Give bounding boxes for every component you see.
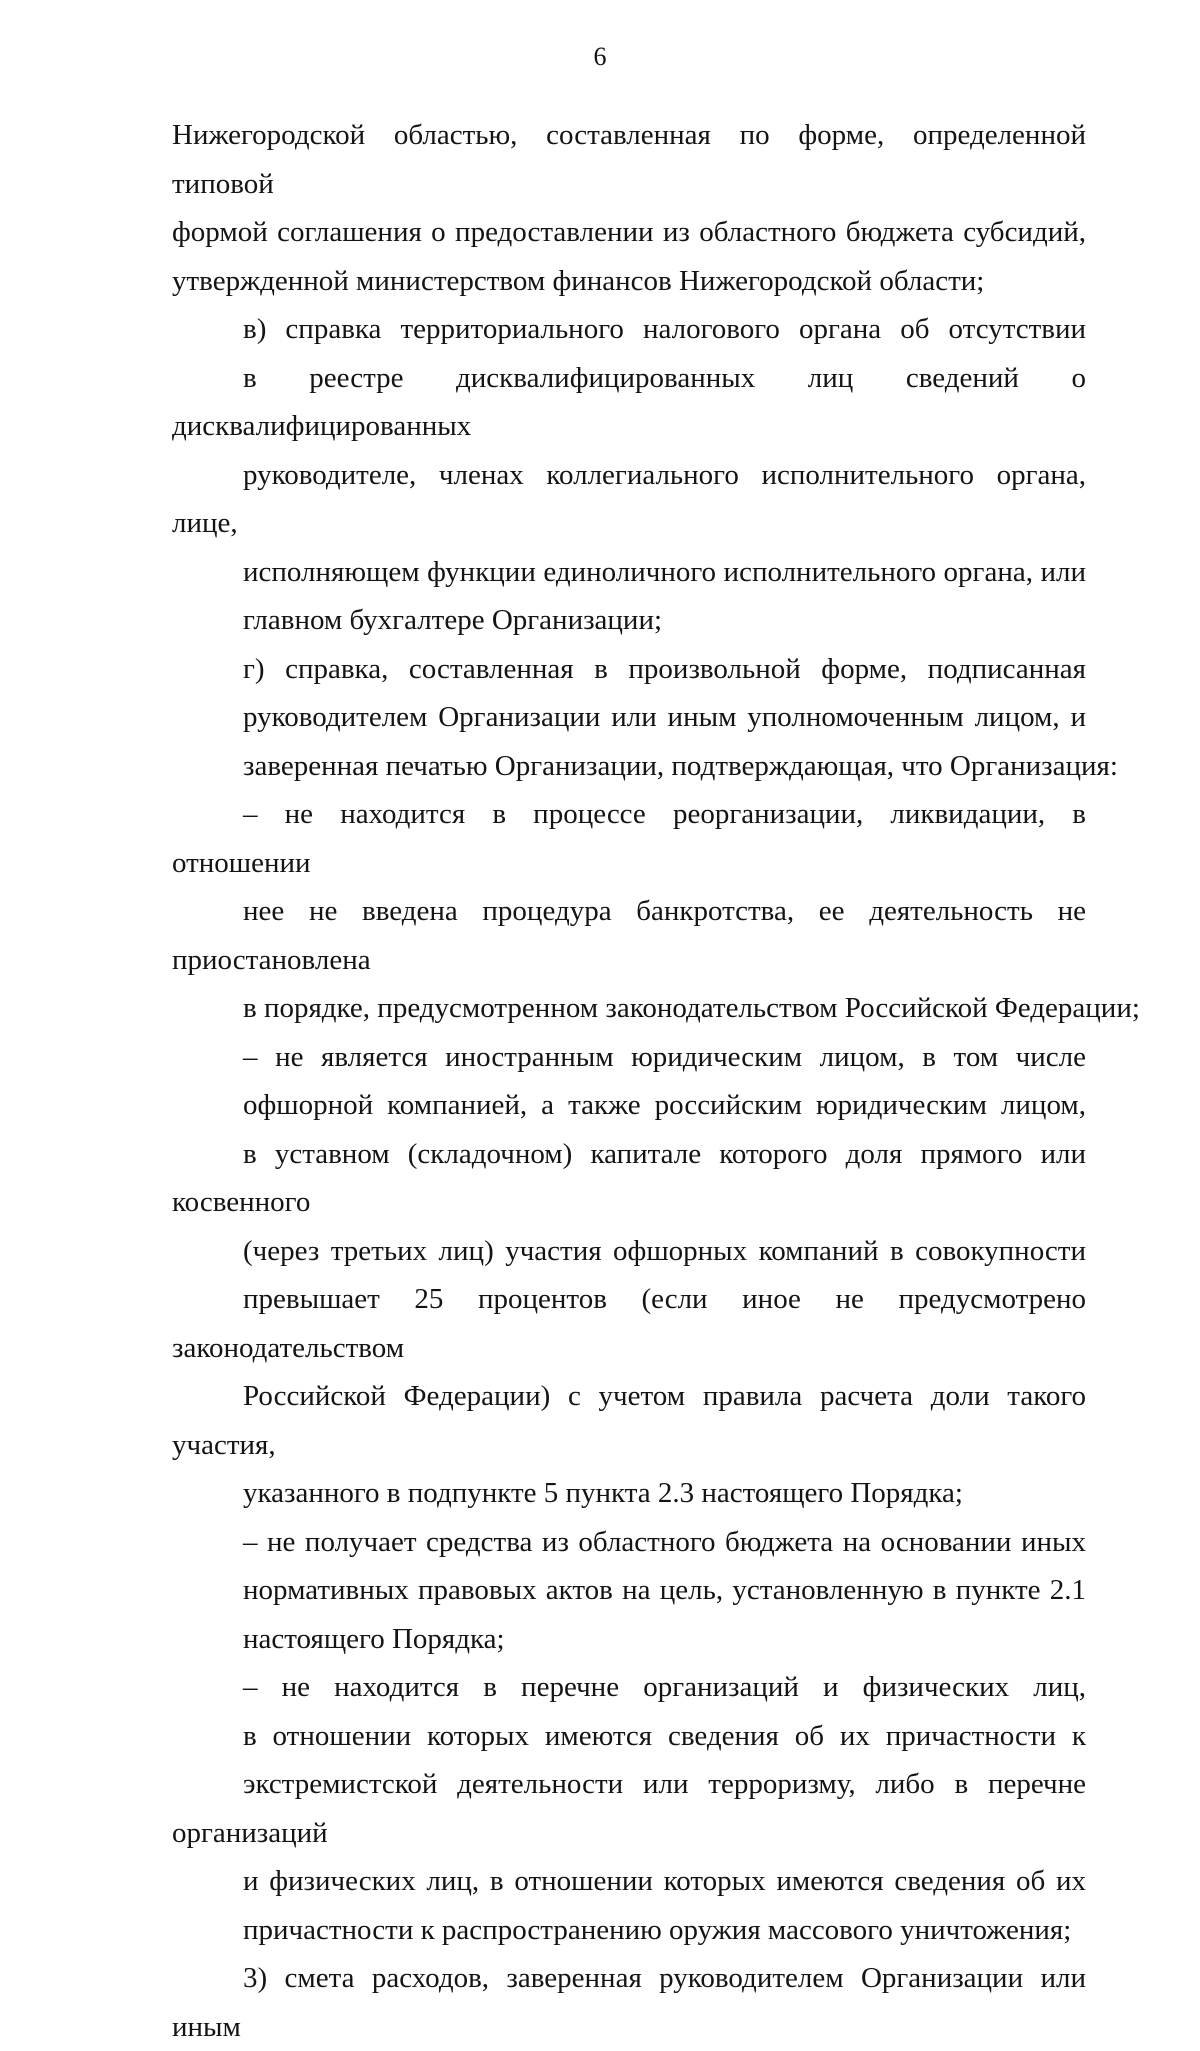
text-line: г) справка, составленная в произвольной форме, подписанная [243,652,1086,685]
text-line: в) справка территориального налогового органа об отсутствии [243,313,1086,345]
paragraph [172,1033,1086,1518]
text-line: руководителем Организации или иным уполномоченным лицом, и [243,701,1086,733]
paragraph [172,1954,1086,2051]
paragraph [172,305,1086,645]
text-line: настоящего Порядка; [243,1622,505,1655]
text-line: 3) смета расходов, заверенная руководителем Организации или иным [172,1962,1086,2043]
text-line: и физических лиц, в отношении которых имеются сведения об их [243,1865,1086,1897]
text-line: утвержденной министерством финансов Нижегородской области; [172,264,985,297]
text-line: главном бухгалтере Организации; [243,604,663,636]
text-line: в уставном (складочном) капитале которого доля прямого или косвенного [172,1137,1086,1218]
paragraph [172,1518,1086,1664]
paragraph [172,790,1140,1033]
paragraph [172,645,1118,791]
text-line: офшорной компанией, а также российским юридическим лицом, [243,1089,1086,1121]
text-line: (через третьих лиц) участия офшорных компаний в совокупности [243,1234,1086,1267]
text-line: заверенная печатью Организации, подтверждающая, что Организация: [243,749,1118,782]
document-body [172,111,1140,2051]
text-line: Российской Федерации) с учетом правила расчета доли такого участия, [172,1380,1086,1461]
text-line: нее не введена процедура банкротства, ее деятельность не приостановлена [172,895,1086,976]
paragraph [172,1663,1086,1954]
text-line: исполняющем функции единоличного исполнительного органа, или [243,555,1086,588]
text-line: в отношении которых имеются сведения об их причастности к [243,1719,1086,1752]
text-line: руководителе, членах коллегиального исполнительного органа, лице, [172,458,1086,539]
text-line: – не находится в процессе реорганизации, ликвидации, в отношении [172,798,1086,879]
text-line: Нижегородской областью, составленная по форме, определенной типовой [172,119,1086,200]
page-number: 6 [593,42,607,71]
text-line: в порядке, предусмотренном законодательством Российской Федерации; [243,992,1140,1024]
text-line: формой соглашения о предоставлении из областного бюджета субсидий, [172,216,1086,248]
text-line: нормативных правовых актов на цель, установленную в пункте 2.1 [243,1574,1086,1606]
text-line: указанного в подпункте 5 пункта 2.3 настоящего Порядка; [243,1477,963,1509]
text-line: – не является иностранным юридическим лицом, в том числе [243,1040,1086,1073]
text-line: экстремистской деятельности или терроризму, либо в перечне организаций [172,1768,1086,1849]
paragraph [172,111,1086,305]
text-line: в реестре дисквалифицированных лиц сведений о дисквалифицированных [172,361,1086,442]
text-line: превышает 25 процентов (если иное не предусмотрено законодательством [172,1283,1086,1364]
text-line: – не получает средства из областного бюджета на основании иных [243,1525,1086,1558]
text-line: – не находится в перечне организаций и физических лиц, [243,1671,1086,1703]
text-line: причастности к распространению оружия массового уничтожения; [243,1913,1072,1946]
